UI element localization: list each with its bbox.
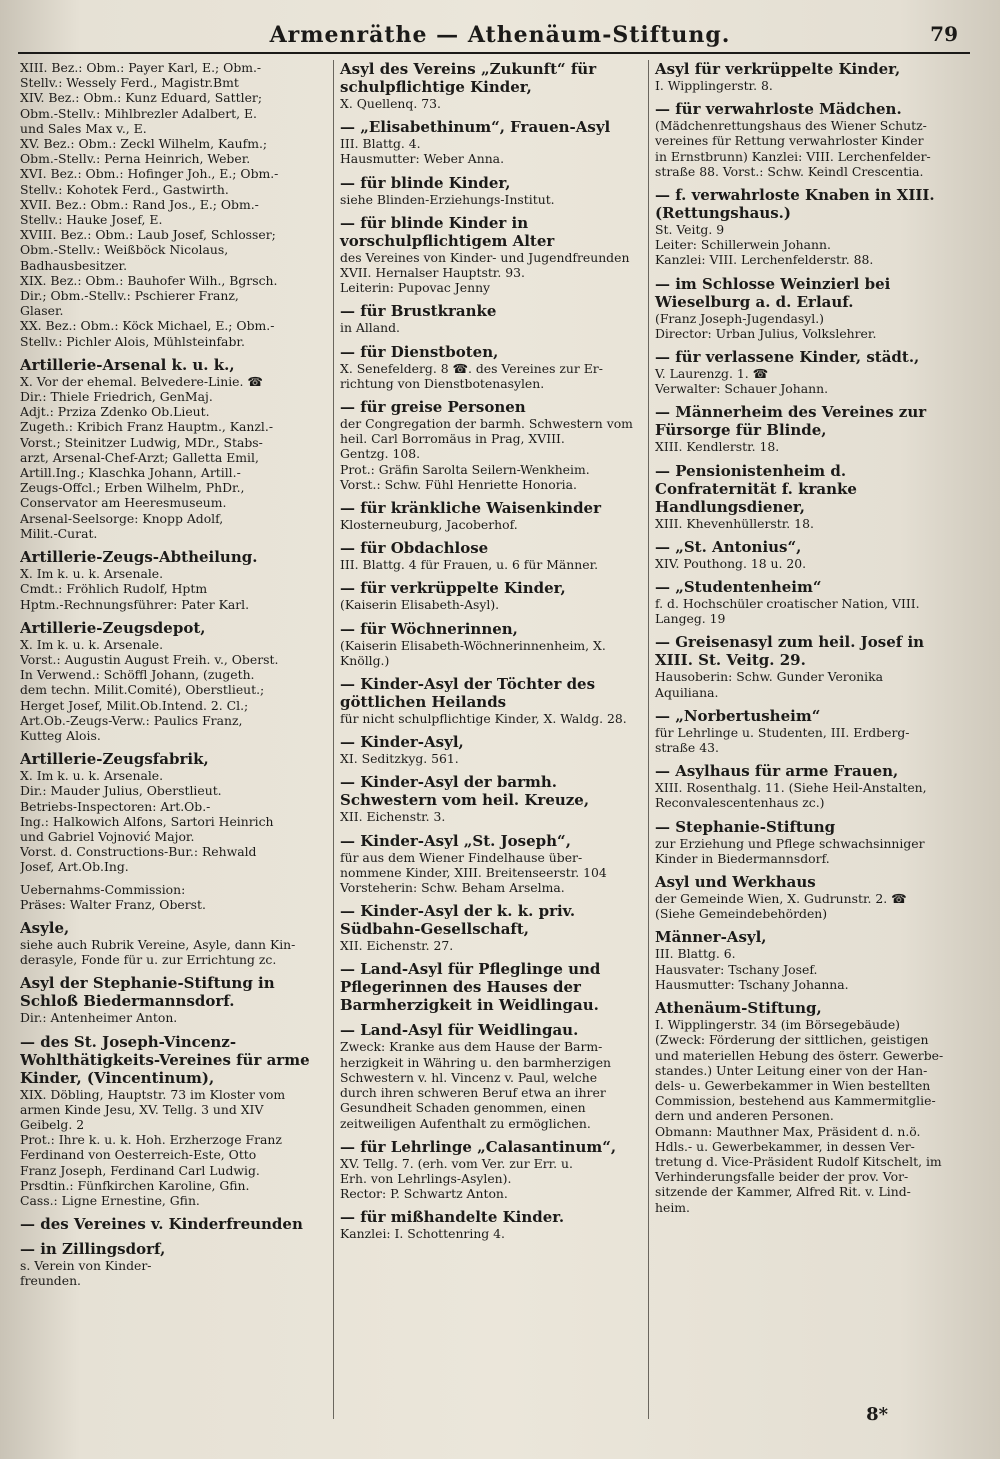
entry-line: der Gemeinde Wien, X. Gudrunstr. 2. ☎	[655, 891, 907, 907]
entry-line: Badhausbesitzer.	[20, 257, 128, 273]
entry-line: Obm.-Stellv.: Weißböck Nicolaus,	[20, 242, 229, 258]
entry-line: I. Wipplingerstr. 34 (im Börsegebäude)	[655, 1017, 901, 1033]
directory-entry	[340, 539, 648, 572]
entry-heading: — für mißhandelte Kinder.	[340, 1208, 565, 1227]
entry-line: Dir.; Obm.-Stellv.: Pschierer Franz,	[20, 288, 239, 304]
entry-line: XVII. Bez.: Obm.: Rand Jos., E.; Obm.-	[20, 196, 259, 212]
entry-line: Commission, bestehend aus Kammermitglie-	[655, 1093, 936, 1109]
directory-entry	[655, 275, 961, 341]
directory-entry	[20, 356, 325, 541]
directory-entry	[655, 348, 961, 396]
directory-entry	[340, 620, 648, 668]
entry-line: Stellv.: Pichler Alois, Mühlsteinfabr.	[20, 333, 245, 349]
directory-entry	[340, 579, 648, 612]
column-middle	[333, 60, 648, 1419]
entry-line: Josef, Art.Ob.Ing.	[20, 859, 129, 875]
directory-entry	[20, 1240, 325, 1288]
entry-heading: — für blinde Kinder,	[340, 173, 511, 192]
directory-entry	[655, 403, 961, 454]
directory-entry	[340, 773, 648, 824]
entry-line: straße 43.	[655, 740, 719, 756]
entry-line: zeitweiligen Aufenthalt zu ermöglichen.	[340, 1115, 591, 1131]
entry-line: Knöllg.)	[340, 652, 390, 668]
entry-line: XIX. Bez.: Obm.: Bauhofer Wilh., Bgrsch.	[20, 272, 278, 288]
entry-line: Leiterin: Pupovac Jenny	[340, 280, 491, 296]
entry-line: XVIII. Bez.: Obm.: Laub Josef, Schlosser;	[20, 227, 276, 243]
entry-line: Glaser.	[20, 303, 64, 319]
entry-heading: — des Vereines v. Kinderfreunden	[20, 1215, 303, 1234]
entry-line: siehe auch Rubrik Vereine, Asyle, dann Kin-	[20, 936, 296, 952]
entry-line: herzigkeit in Währing u. den barmherzigen	[340, 1054, 612, 1070]
entry-line: III. Blattg. 6.	[655, 946, 736, 962]
entry-line: X. Quellenq. 73.	[340, 96, 441, 111]
entry-line: und Gabriel Vojnović Major.	[20, 828, 195, 844]
entry-line: Leiter: Schillerwein Johann.	[655, 237, 831, 253]
column-right	[648, 60, 961, 1419]
entry-line: für nicht schulpflichtige Kinder, X. Waldg. 28.	[340, 711, 627, 727]
entry-heading: — für verlassene Kinder, städt.,	[655, 348, 920, 367]
entry-line: straße 88. Vorst.: Schw. Keindl Crescentia.	[655, 163, 924, 179]
entry-heading: — Kinder-Asyl der Töchter des göttlichen Heilands	[340, 675, 596, 712]
entry-line: Director: Urban Julius, Volkslehrer.	[655, 325, 877, 341]
entry-line: Cmdt.: Fröhlich Rudolf, Hptm	[20, 581, 208, 597]
directory-entry	[340, 302, 648, 335]
entry-line: Reconvalescentenhaus zc.)	[655, 795, 825, 811]
entry-line: Vorst. d. Constructions-Bur.: Rehwald	[20, 844, 257, 860]
entry-line: XX. Bez.: Obm.: Köck Michael, E.; Obm.-	[20, 318, 275, 334]
entry-line: Hausmutter: Tschany Johanna.	[655, 976, 849, 992]
entry-heading: — für blinde Kinder in vorschulpflichtigem Alter	[340, 213, 555, 250]
entry-heading: — „Studentenheim“	[655, 578, 822, 597]
entry-line: Zugeth.: Kribich Franz Hauptm., Kanzl.-	[20, 419, 274, 435]
column-left	[20, 60, 325, 1419]
directory-entry	[655, 538, 961, 571]
entry-line: und Sales Max v., E.	[20, 120, 147, 136]
entry-line: für Lehrlinge u. Studenten, III. Erdberg-	[655, 724, 910, 740]
directory-entry	[655, 818, 961, 866]
entry-line: XIII. Khevenhüllerstr. 18.	[655, 515, 814, 531]
directory-entry	[340, 343, 648, 391]
entry-line: dels- u. Gewerbekammer in Wien bestellten	[655, 1077, 931, 1093]
entry-line: Hausvater: Tschany Josef.	[655, 961, 818, 977]
entry-heading: — für verkrüppelte Kinder,	[340, 579, 566, 598]
entry-line: siehe Blinden-Erziehungs-Institut.	[340, 191, 555, 207]
entry-line: Ing.: Halkowich Alfons, Sartori Heinrich	[20, 813, 274, 829]
directory-entry	[340, 1208, 648, 1241]
entry-line: s. Verein von Kinder-	[20, 1258, 152, 1274]
entry-line: XIV. Bez.: Obm.: Kunz Eduard, Sattler;	[20, 90, 262, 106]
entry-line: Kanzlei: VIII. Lerchenfelderstr. 88.	[655, 252, 874, 268]
entry-line: Zweck: Kranke aus dem Hause der Barm-	[340, 1039, 603, 1055]
entry-line: X. Im k. u. k. Arsenale.	[20, 566, 164, 582]
entry-line: f. d. Hochschüler croatischer Nation, VIII.	[655, 596, 920, 612]
entry-line: III. Blattg. 4 für Frauen, u. 6 für Männer.	[340, 557, 599, 573]
directory-entry	[20, 750, 325, 874]
header-rule	[18, 52, 970, 54]
entry-line: I. Wipplingerstr. 8.	[655, 78, 773, 93]
entry-heading: — für Obdachlose	[340, 539, 489, 558]
entry-line: Aquiliana.	[655, 684, 719, 700]
page-title: Armenräthe — Athenäum-Stiftung.	[269, 22, 731, 48]
entry-heading: — für kränkliche Waisenkinder	[340, 499, 602, 518]
entry-line: Vorst.: Augustin August Freih. v., Oberst.	[20, 651, 279, 667]
entry-line: St. Veitg. 9	[655, 222, 725, 238]
entry-line: des Vereines von Kinder- und Jugendfreunden	[340, 249, 630, 265]
entry-line: Arsenal-Seelsorge: Knopp Adolf,	[20, 510, 224, 526]
entry-line: heil. Carl Borromäus in Prag, XVIII.	[340, 431, 565, 447]
entry-line: Adjt.: Prziza Zdenko Ob.Lieut.	[20, 404, 210, 420]
entry-line: XIX. Döbling, Hauptstr. 73 im Kloster vom	[20, 1086, 286, 1102]
entry-line: Schwestern v. hl. Vincenz v. Paul, welche	[340, 1069, 598, 1085]
directory-entry	[655, 707, 961, 755]
directory-entry	[340, 1021, 648, 1130]
directory-entry	[20, 974, 325, 1025]
entry-line: Erh. von Lehrlings-Asylen).	[340, 1170, 512, 1186]
entry-heading: — „Elisabethinum“, Frauen-Asyl	[340, 118, 611, 137]
entry-line: Verhinderungsfalle beider der prov. Vor-	[655, 1169, 909, 1185]
directory-entry	[20, 919, 325, 967]
entry-heading: Asyle,	[20, 918, 70, 937]
entry-heading: Männer-Asyl,	[655, 928, 767, 947]
entry-line: XIII. Bez.: Obm.: Payer Karl, E.; Obm.-	[20, 60, 262, 75]
entry-line: XIII. Rosenthalg. 11. (Siehe Heil-Anstalten,	[655, 780, 927, 796]
entry-heading: — „St. Antonius“,	[655, 537, 802, 556]
entry-line: X. Im k. u. k. Arsenale.	[20, 636, 164, 652]
directory-entry	[340, 960, 648, 1014]
entry-line: Stellv.: Hauke Josef, E.	[20, 212, 163, 228]
entry-line: XVI. Bez.: Obm.: Hofinger Joh., E.; Obm.-	[20, 166, 279, 182]
entry-line: Art.Ob.-Zeugs-Verw.: Paulics Franz,	[20, 712, 243, 728]
entry-heading: Artillerie-Zeugsfabrik,	[20, 750, 209, 769]
entry-heading: — in Zillingsdorf,	[20, 1240, 166, 1259]
directory-entry	[655, 60, 961, 93]
entry-line: armen Kinde Jesu, XV. Tellg. 3 und XIV	[20, 1101, 264, 1117]
entry-heading: — Stephanie-Stiftung	[655, 817, 836, 836]
directory-entry	[20, 619, 325, 743]
entry-line: Conservator am Heeresmuseum.	[20, 495, 227, 511]
entry-line: Kinder in Biedermannsdorf.	[655, 850, 830, 866]
entry-line: Prot.: Gräfin Sarolta Seilern-Wenkheim.	[340, 461, 590, 477]
entry-line: nommene Kinder, XIII. Breitenseerstr. 104	[340, 864, 607, 880]
entry-line: der Congregation der barmh. Schwestern vom	[340, 416, 633, 432]
entry-line: X. Im k. u. k. Arsenale.	[20, 768, 164, 784]
entry-line: III. Blattg. 4.	[340, 136, 421, 152]
directory-entry	[340, 499, 648, 532]
directory-entry	[20, 548, 325, 612]
signature-mark: 8*	[866, 1404, 888, 1425]
directory-entry	[340, 214, 648, 296]
entry-line: Stellv.: Wessely Ferd., Magistr.Bmt	[20, 75, 239, 91]
entry-line: vereines für Rettung verwahrloster Kinder	[655, 133, 924, 149]
entry-heading: Artillerie-Zeugsdepot,	[20, 618, 206, 637]
directory-entry	[340, 398, 648, 492]
entry-line: zur Erziehung und Pflege schwachsinniger	[655, 835, 925, 851]
entry-heading: — Asylhaus für arme Frauen,	[655, 762, 899, 781]
entry-line: Franz Joseph, Ferdinand Carl Ludwig.	[20, 1162, 260, 1178]
entry-line: Rector: P. Schwartz Anton.	[340, 1186, 508, 1202]
directory-entry	[655, 633, 961, 699]
entry-heading: Asyl für verkrüppelte Kinder,	[655, 60, 901, 78]
directory-entry	[20, 1215, 325, 1233]
entry-line: Dir.: Mauder Julius, Oberstlieut.	[20, 783, 222, 799]
entry-line: X. Senefelderg. 8 ☎. des Vereines zur Er-	[340, 360, 603, 376]
entry-line: (Kaiserin Elisabeth-Asyl).	[340, 597, 500, 613]
entry-line: Vorst.; Steinitzer Ludwig, MDr., Stabs-	[20, 434, 263, 450]
entry-line: XIV. Pouthong. 18 u. 20.	[655, 555, 807, 571]
entry-line: Geibelg. 2	[20, 1116, 85, 1132]
entry-heading: Artillerie-Zeugs-Abtheilung.	[20, 548, 258, 567]
entry-line: Herget Josef, Milit.Ob.Intend. 2. Cl.;	[20, 697, 249, 713]
entry-heading: Asyl der Stephanie-Stiftung in Schloß Biedermannsdorf.	[20, 974, 275, 1011]
entry-line: XVII. Hernalser Hauptstr. 93.	[340, 265, 525, 281]
directory-entry	[340, 174, 648, 207]
entry-line: arzt, Arsenal-Chef-Arzt; Galletta Emil,	[20, 449, 259, 465]
entry-line: heim.	[655, 1199, 690, 1215]
directory-entry	[340, 1138, 648, 1202]
entry-line: Zeugs-Offcl.; Erben Wilhelm, PhDr.,	[20, 480, 245, 496]
directory-entry	[340, 675, 648, 726]
entry-heading: — Land-Asyl für Pfleglinge und Pflegerinnen des Hauses der Barmherzigkeit in Weidlingau.	[340, 960, 601, 1015]
entry-line: Kutteg Alois.	[20, 727, 101, 743]
directory-entry	[340, 832, 648, 896]
entry-line: Vorst.: Schw. Fühl Henriette Honoria.	[340, 476, 577, 492]
entry-line: freunden.	[20, 1273, 81, 1289]
entry-line: Hausoberin: Schw. Gunder Veronika	[655, 669, 884, 685]
entry-heading: — Kinder-Asyl,	[340, 733, 464, 752]
entry-line: Klosterneuburg, Jacoberhof.	[340, 517, 518, 533]
entry-line: Milit.-Curat.	[20, 525, 98, 541]
entry-line: In Verwend.: Schöffl Johann, (zugeth.	[20, 667, 255, 683]
entry-line: Stellv.: Kohotek Ferd., Gastwirth.	[20, 181, 229, 197]
entry-line: Langeg. 19	[655, 611, 726, 627]
directory-entry	[655, 578, 961, 626]
entry-line: Dir.: Thiele Friedrich, GenMaj.	[20, 389, 213, 405]
entry-line: Obmann: Mauthner Max, Präsident d. n.ö.	[655, 1123, 921, 1139]
entry-line: in Alland.	[340, 320, 400, 336]
entry-line: Obm.-Stellv.: Mihlbrezler Adalbert, E.	[20, 105, 257, 121]
entry-line: XV. Tellg. 7. (erh. vom Ver. zur Err. u.	[340, 1155, 573, 1171]
entry-line: Prot.: Ihre k. u. k. Hoh. Erzherzoge Franz	[20, 1132, 282, 1148]
entry-line: X. Vor der ehemal. Belvedere-Linie. ☎	[20, 373, 263, 389]
entry-line: und materiellen Hebung des österr. Gewerbe-	[655, 1047, 944, 1063]
entry-line: Obm.-Stellv.: Perna Heinrich, Weber.	[20, 151, 251, 167]
directory-entry	[340, 733, 648, 766]
entry-heading: — für greise Personen	[340, 398, 526, 417]
directory-entry	[655, 873, 961, 921]
entry-line: Hdls.- u. Gewerbekammer, in dessen Ver-	[655, 1138, 915, 1154]
directory-entry	[340, 60, 648, 111]
entry-line: Ferdinand von Oesterreich-Este, Otto	[20, 1147, 257, 1163]
directory-entry	[20, 1033, 325, 1209]
entry-heading: — „Norbertusheim“	[655, 706, 821, 725]
entry-line: dern und anderen Personen.	[655, 1108, 834, 1124]
directory-entry	[655, 928, 961, 992]
entry-line: Vorsteherin: Schw. Beham Arselma.	[340, 880, 565, 896]
entry-heading: Asyl des Vereins „Zukunft“ für schulpflichtige Kinder,	[340, 60, 597, 96]
entry-heading: — Land-Asyl für Weidlingau.	[340, 1021, 579, 1040]
entry-line: dem techn. Milit.Comité), Oberstlieut.;	[20, 682, 265, 698]
entry-line: Gesundheit Schaden genommen, einen	[340, 1100, 586, 1116]
entry-line: XI. Seditzkyg. 561.	[340, 751, 459, 767]
entry-heading: — Männerheim des Vereines zur Fürsorge für Blinde,	[655, 403, 927, 440]
entry-line: V. Laurenzg. 1. ☎	[655, 366, 769, 382]
entry-line: (Franz Joseph-Jugendasyl.)	[655, 310, 825, 326]
entry-line: standes.) Unter Leitung einer von der Han-	[655, 1062, 928, 1078]
entry-line: für aus dem Wiener Findelhause über-	[340, 849, 583, 865]
entry-line: tretung d. Vice-Präsident Rudolf Kitschelt, im	[655, 1153, 942, 1169]
directory-entry	[340, 902, 648, 953]
entry-heading: — Greisenasyl zum heil. Josef in XIII. St. Veitg. 29.	[655, 633, 925, 670]
entry-line: (Siehe Gemeindebehörden)	[655, 906, 828, 922]
directory-entry	[655, 100, 961, 179]
entry-line: Artill.Ing.; Klaschka Johann, Artill.-	[20, 465, 241, 481]
entry-heading: — des St. Joseph-Vincenz-Wohlthätigkeits-Vereines für arme Kinder, (Vincentinum),	[20, 1032, 310, 1087]
entry-line: XV. Bez.: Obm.: Zeckl Wilhelm, Kaufm.;	[20, 136, 268, 152]
entry-heading: Asyl und Werkhaus	[655, 873, 816, 892]
entry-line: Verwalter: Schauer Johann.	[655, 381, 829, 397]
entry-heading: Artillerie-Arsenal k. u. k.,	[20, 355, 235, 374]
entry-line: XII. Eichenstr. 27.	[340, 938, 454, 954]
directory-entry	[655, 762, 961, 810]
entry-line: derasyle, Fonde für u. zur Errichtung zc.	[20, 952, 277, 968]
entry-heading: — für verwahrloste Mädchen.	[655, 100, 902, 119]
entry-line: Prsdtin.: Fünfkirchen Karoline, Gfin.	[20, 1177, 250, 1193]
entry-line: (Mädchenrettungshaus des Wiener Schutz-	[655, 118, 927, 134]
entry-heading: Athenäum-Stiftung,	[655, 999, 822, 1018]
entry-line: Cass.: Ligne Ernestine, Gfin.	[20, 1192, 200, 1208]
entry-line: sitzende der Kammer, Alfred Rit. v. Lind-	[655, 1184, 911, 1200]
directory-entry	[655, 186, 961, 268]
entry-line: Kanzlei: I. Schottenring 4.	[340, 1226, 505, 1242]
entry-line: Präses: Walter Franz, Oberst.	[20, 896, 206, 912]
directory-entry	[20, 882, 325, 912]
entry-heading: — für Wöchnerinnen,	[340, 619, 518, 638]
entry-line: durch ihren schweren Beruf etwa an ihrer	[340, 1085, 606, 1101]
entry-line: Betriebs-Inspectoren: Art.Ob.-	[20, 798, 211, 814]
entry-line: in Ernstbrunn) Kanzlei: VIII. Lerchenfelder-	[655, 148, 931, 164]
directory-entry	[20, 60, 325, 349]
entry-heading: — für Brustkranke	[340, 302, 497, 321]
entry-line: XIII. Kendlerstr. 18.	[655, 439, 780, 455]
entry-line: Uebernahms-Commission:	[20, 881, 186, 897]
entry-line: Hptm.-Rechnungsführer: Pater Karl.	[20, 596, 250, 612]
directory-entry	[655, 462, 961, 531]
entry-line: richtung von Dienstbotenasylen.	[340, 375, 545, 391]
entry-heading: — Pensionistenheim d. Confraternität f. kranke Handlungsdiener,	[655, 461, 857, 516]
directory-entry	[340, 118, 648, 166]
entry-heading: — f. verwahrloste Knaben in XIII. (Rettungshaus.)	[655, 186, 935, 223]
entry-heading: — für Dienstboten,	[340, 342, 499, 361]
page-number: 79	[930, 22, 958, 46]
entry-heading: — Kinder-Asyl der k. k. priv. Südbahn-Gesellschaft,	[340, 902, 576, 939]
entry-heading: — Kinder-Asyl „St. Joseph“,	[340, 831, 571, 850]
entry-line: Hausmutter: Weber Anna.	[340, 151, 505, 167]
entry-heading: — für Lehrlinge „Calasantinum“,	[340, 1137, 617, 1156]
entry-line: Gentzg. 108.	[340, 446, 421, 462]
entry-line: XII. Eichenstr. 3.	[340, 809, 446, 825]
entry-heading: — Kinder-Asyl der barmh. Schwestern vom heil. Kreuze,	[340, 773, 590, 810]
entry-heading: — im Schlosse Weinzierl bei Wieselburg a. d. Erlauf.	[655, 274, 891, 311]
entry-line: Dir.: Antenheimer Anton.	[20, 1010, 178, 1026]
directory-entry	[655, 999, 961, 1215]
entry-line: (Zweck: Förderung der sittlichen, geistigen	[655, 1032, 929, 1048]
entry-line: (Kaiserin Elisabeth-Wöchnerinnenheim, X.	[340, 637, 606, 653]
